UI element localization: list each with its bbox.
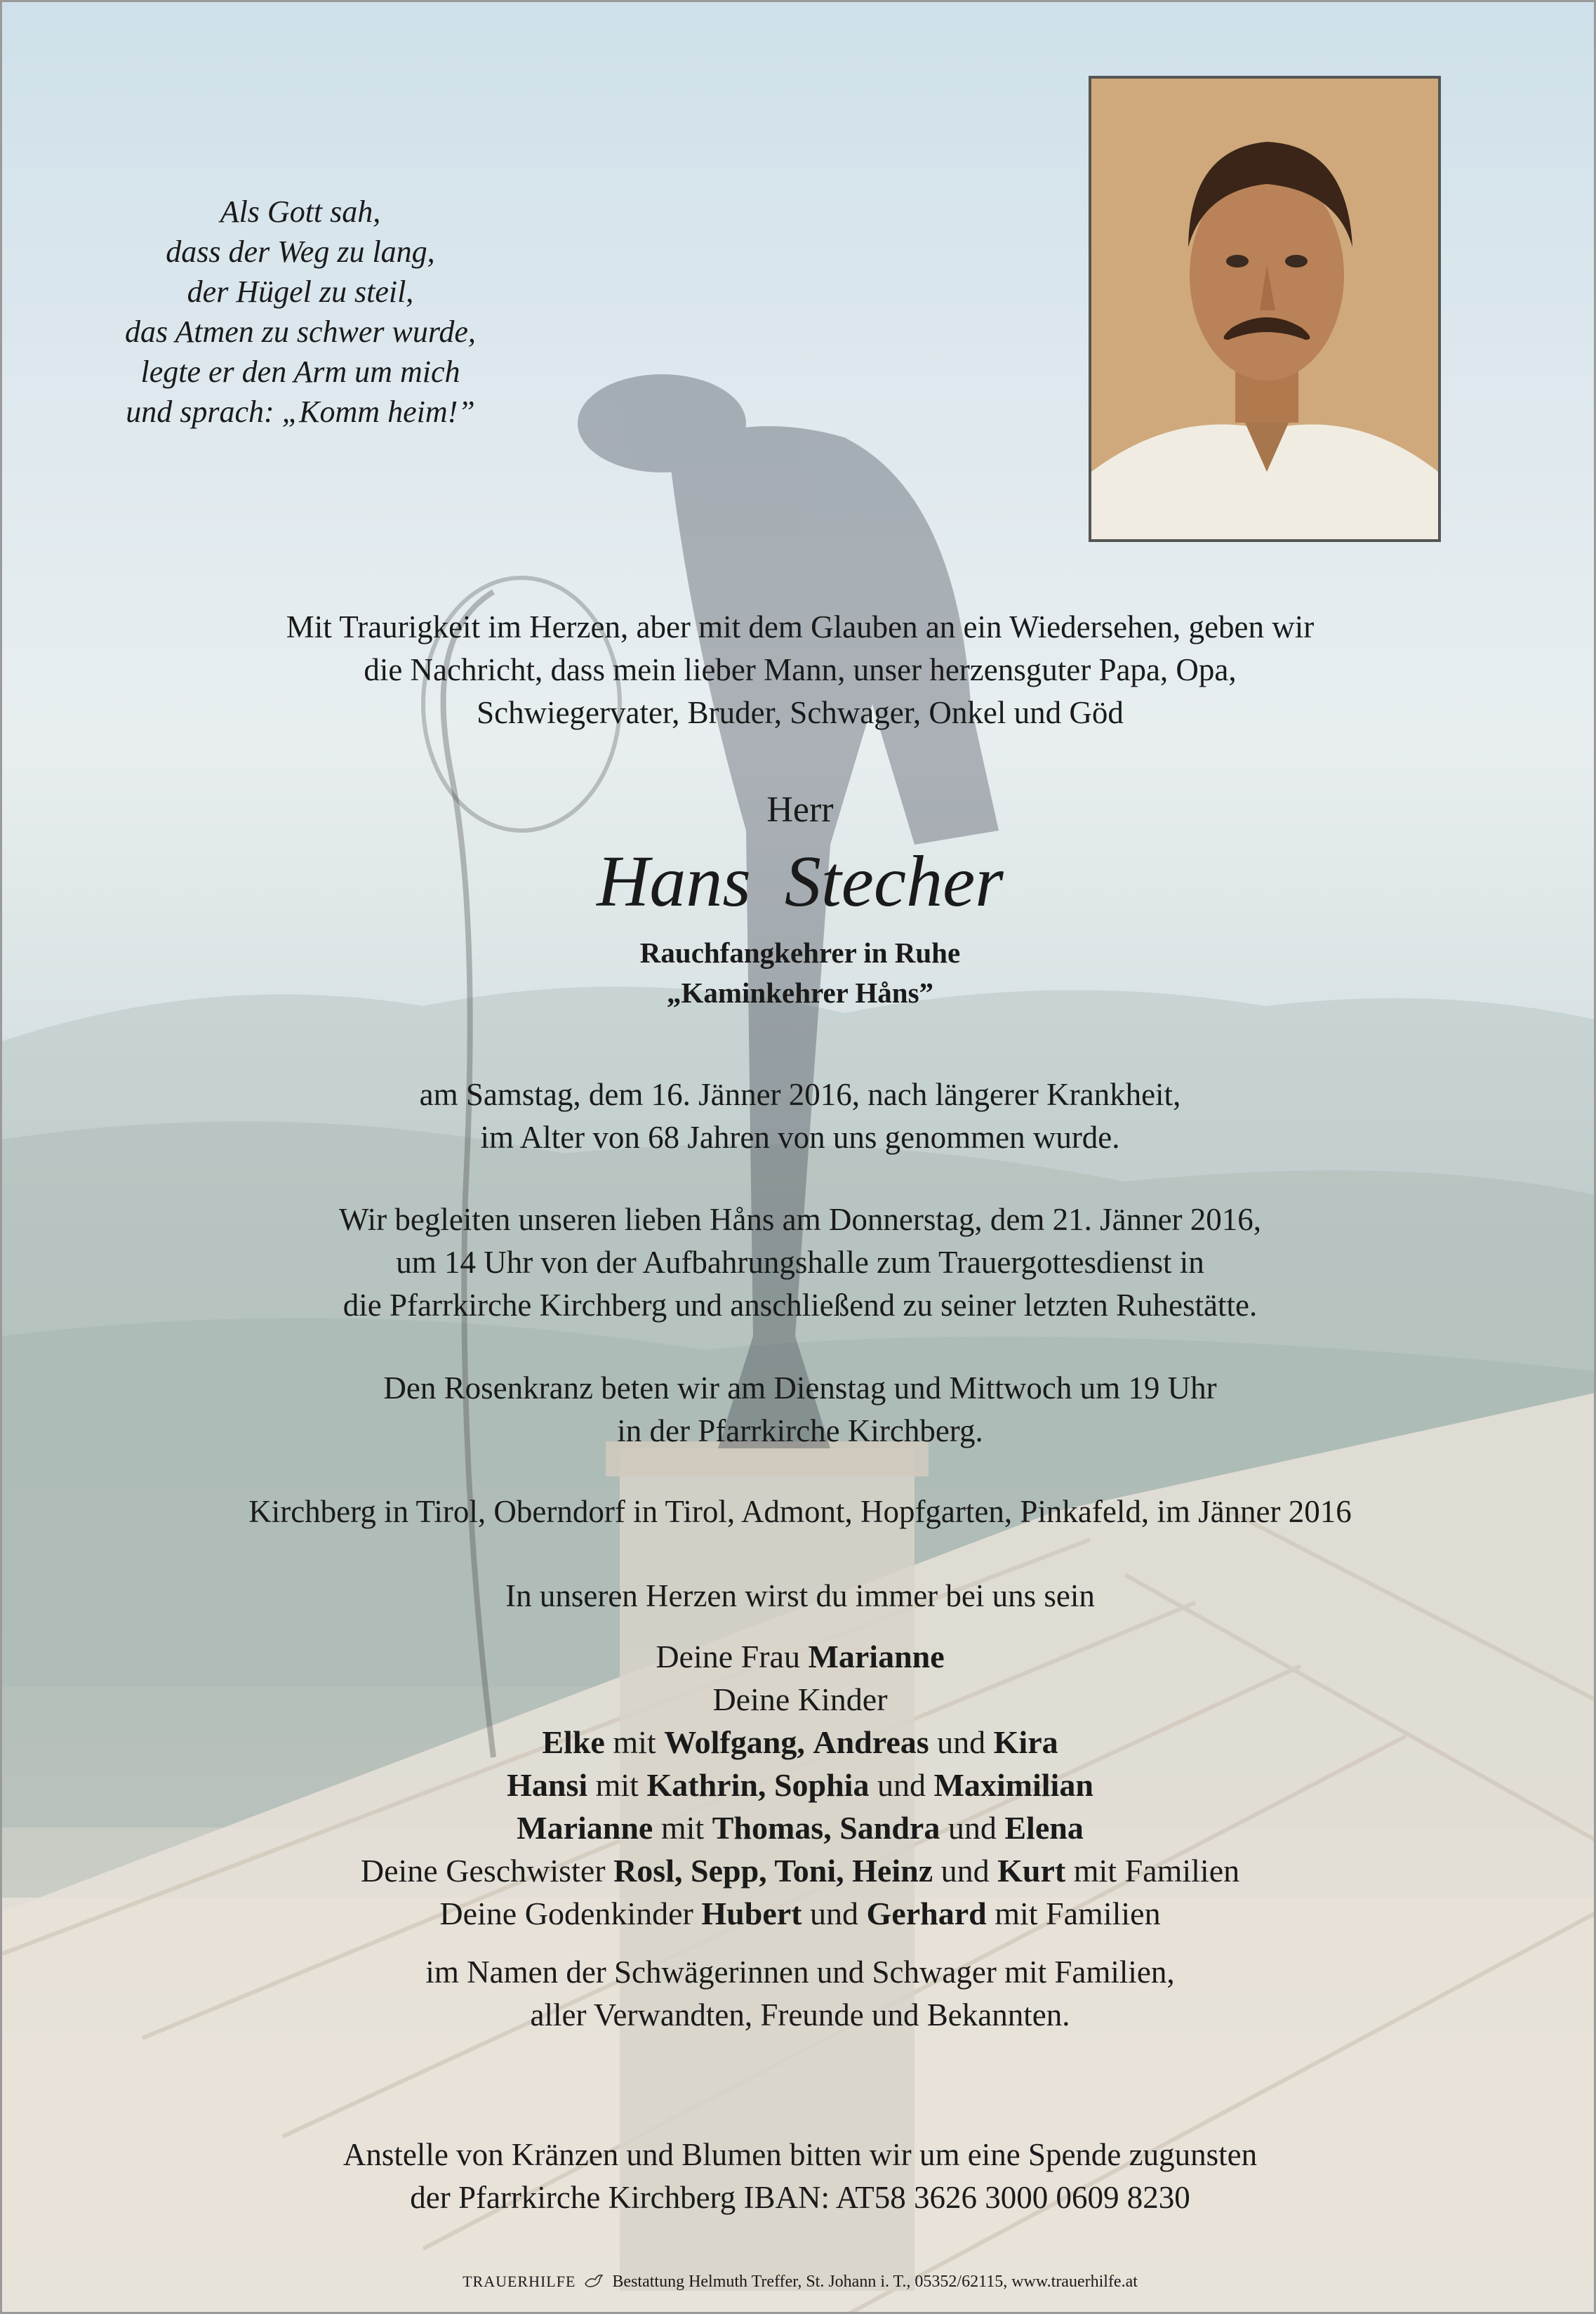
footer-brand: TRAUERHILFE xyxy=(463,2273,576,2290)
dove-icon xyxy=(584,2273,604,2289)
mourner-child-3: Marianne mit Thomas, Sandra und Elena xyxy=(517,1810,1084,1846)
death-notice xyxy=(2,1073,1596,1159)
closing-line: im Namen der Schwägerinnen und Schwager mit Familien, xyxy=(425,1955,1175,1990)
places-date-line: Kirchberg in Tirol, Oberndorf in Tirol, Admont, Hopfgarten, Pinkafeld, im Jänner 2016 xyxy=(248,1494,1352,1529)
mourner-children-label: Deine Kinder xyxy=(712,1681,888,1717)
donation-line: Anstelle von Kränzen und Blumen bitten wir um eine Spende zugunsten xyxy=(343,2137,1258,2172)
deceased-name: Hans Stecher xyxy=(597,841,1004,922)
places-date xyxy=(2,1490,1596,1533)
poem xyxy=(79,192,521,432)
intro-line: die Nachricht, dass mein lieber Mann, unser herzensguter Papa, Opa, xyxy=(364,652,1237,687)
funeral-home-footer xyxy=(2,2271,1596,2292)
occupation: Rauchfangkehrer in Ruhe xyxy=(639,937,961,969)
poem-line: und sprach: „Komm heim!” xyxy=(126,395,475,429)
intro-line: Mit Traurigkeit im Herzen, aber mit dem Glauben an ein Wiedersehen, geben wir xyxy=(286,609,1315,644)
motto xyxy=(2,1575,1596,1618)
poem-line: das Atmen zu schwer wurde, xyxy=(125,315,476,349)
closing-line: aller Verwandten, Freunde und Bekannten. xyxy=(530,1997,1070,2032)
intro-line: Schwiegervater, Bruder, Schwager, Onkel und Göd xyxy=(477,695,1124,730)
rosary-info xyxy=(2,1367,1596,1453)
mourner-wife: Deine Frau Marianne xyxy=(656,1639,945,1674)
donation-line: der Pfarrkirche Kirchberg IBAN: AT58 3626 3000 0609 8230 xyxy=(410,2180,1190,2215)
nickname: „Kaminkehrer Håns” xyxy=(666,977,934,1009)
mourner-siblings: Deine Geschwister Rosl, Sepp, Toni, Heinz und Kurt mit Familien xyxy=(360,1853,1240,1889)
death-notice-line: im Alter von 68 Jahren von uns genommen wurde. xyxy=(480,1120,1120,1155)
mourners-list xyxy=(2,1635,1596,1935)
portrait-drawing xyxy=(1091,79,1438,539)
intro-text xyxy=(2,606,1596,734)
poem-line: der Hügel zu steil, xyxy=(187,275,414,309)
salutation: Herr xyxy=(766,790,834,830)
funeral-info xyxy=(2,1198,1596,1327)
poem-line: dass der Weg zu lang, xyxy=(166,234,435,269)
rosary-line: Den Rosenkranz beten wir am Dienstag und Mittwoch um 19 Uhr xyxy=(383,1370,1217,1406)
mourner-godchildren: Deine Godenkinder Hubert und Gerhard mit Familien xyxy=(439,1896,1161,1931)
funeral-line: die Pfarrkirche Kirchberg und anschließend zu seiner letzten Ruhestätte. xyxy=(343,1288,1258,1323)
closing-text xyxy=(2,1951,1596,2037)
footer-text: Bestattung Helmuth Treffer, St. Johann i. T., 05352/62115, www.trauerhilfe.at xyxy=(612,2273,1138,2291)
funeral-line: um 14 Uhr von der Aufbahrungshalle zum Trauergottesdienst in xyxy=(396,1245,1204,1280)
funeral-line: Wir begleiten unseren lieben Håns am Donnerstag, dem 21. Jänner 2016, xyxy=(338,1202,1262,1237)
portrait-photo xyxy=(1089,76,1441,542)
death-notice-line: am Samstag, dem 16. Jänner 2016, nach längerer Krankheit, xyxy=(419,1077,1181,1112)
donation-request xyxy=(2,2134,1596,2219)
poem-line: Als Gott sah, xyxy=(220,194,381,229)
motto-line: In unseren Herzen wirst du immer bei uns sein xyxy=(505,1578,1095,1613)
mourner-child-1: Elke mit Wolfgang, Andreas und Kira xyxy=(542,1724,1058,1760)
rosary-line: in der Pfarrkirche Kirchberg. xyxy=(617,1413,983,1448)
poem-line: legte er den Arm um mich xyxy=(140,355,460,389)
mourner-child-2: Hansi mit Kathrin, Sophia und Maximilian xyxy=(507,1767,1093,1803)
occupation-block xyxy=(2,933,1596,1013)
